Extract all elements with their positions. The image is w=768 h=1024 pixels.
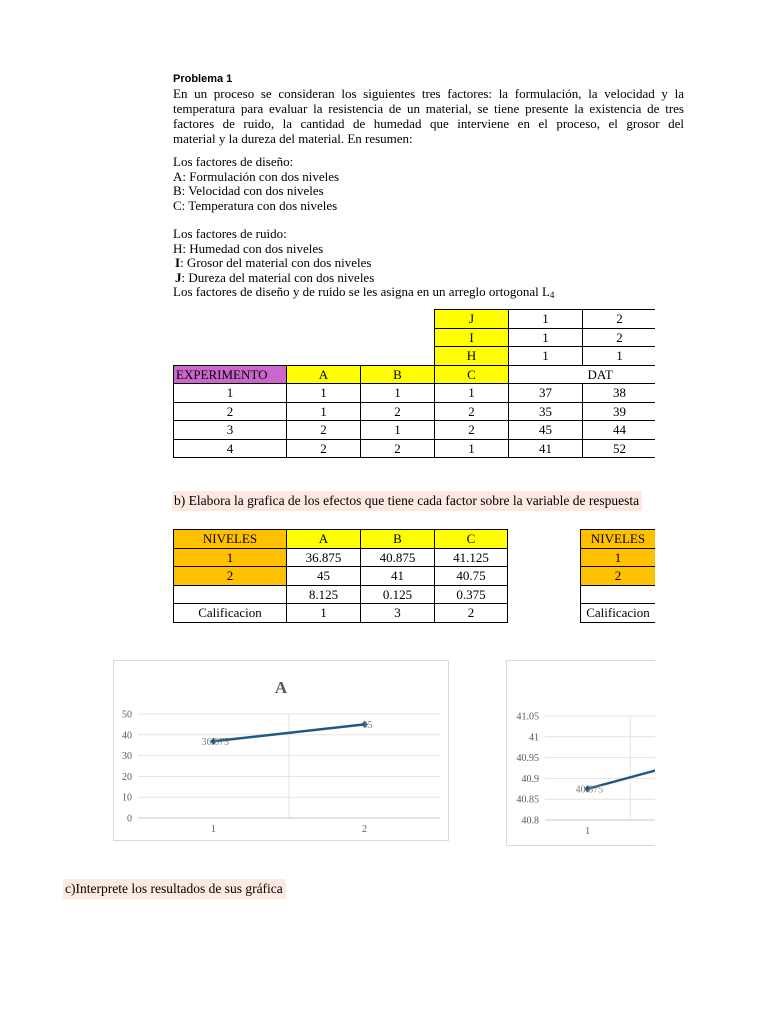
design-factor-item: C: Temperatura con dos niveles	[173, 197, 338, 213]
table-cell: 1	[509, 328, 583, 347]
table-cell: 1	[435, 439, 509, 458]
x-tick-label: 1	[211, 824, 216, 835]
intro-line: temperatura para evaluar la resistencia de un material, se tiene presente la existencia de tres	[173, 101, 684, 116]
table-cell	[581, 585, 656, 604]
table-cell: 1	[509, 347, 583, 366]
table-row	[581, 548, 656, 567]
design-factors-title: Los factores de diseño:	[173, 154, 294, 169]
table-cell: 8.125	[287, 585, 361, 604]
noise-factor-h: H: Humedad con dos niveles	[173, 240, 324, 256]
table-row	[174, 585, 508, 604]
table-row	[174, 548, 508, 567]
table-cell: 2	[583, 310, 656, 329]
table-cell: 1	[174, 384, 287, 403]
table-cell: 45	[287, 567, 361, 586]
problem-title: Problema 1	[173, 73, 233, 85]
y-tick-label: 30	[122, 751, 132, 763]
table-cell: 2	[174, 402, 287, 421]
table-cell: 40.875	[361, 548, 435, 567]
table-cell: 44	[583, 421, 656, 440]
table-cell: 1	[287, 384, 361, 403]
noise-factor-j	[175, 271, 374, 286]
intro-paragraph	[173, 86, 684, 146]
table-cell: 2	[583, 328, 656, 347]
table-cell: 37	[509, 384, 583, 403]
noise-factor-i	[175, 256, 371, 271]
design-factor-item: B: Velocidad con dos niveles	[173, 183, 324, 199]
orthogonal-array-line	[173, 285, 554, 303]
column-header-c: C	[435, 530, 508, 549]
table-cell: 3	[361, 604, 435, 623]
datos-label: DAT	[587, 366, 613, 382]
table-cell: 36.875	[287, 548, 361, 567]
column-header-niveles: NIVELES	[581, 530, 656, 549]
noise-label-h: H	[435, 347, 509, 366]
noise-text-j: : Dureza del material con dos niveles	[181, 269, 375, 285]
table-cell: 2	[361, 439, 435, 458]
table-header-row	[174, 365, 656, 384]
x-tick-label: 2	[362, 824, 367, 835]
section-b-heading	[172, 491, 642, 511]
table-row	[174, 604, 508, 623]
effects-table	[173, 529, 508, 623]
y-tick-label: 10	[122, 792, 132, 804]
table-row	[174, 402, 656, 421]
y-tick-label: 41	[529, 732, 539, 744]
table-cell: 52	[583, 439, 656, 458]
y-tick-label: 20	[122, 771, 132, 783]
table-row	[174, 328, 656, 347]
column-header-b: B	[361, 530, 435, 549]
table-cell: 2	[435, 604, 508, 623]
column-header-experimento: EXPERIMENTO	[174, 365, 287, 384]
table-row	[581, 585, 656, 604]
table-cell: 41.125	[435, 548, 508, 567]
table-cell: 45	[509, 421, 583, 440]
table-cell: 1	[287, 402, 361, 421]
noise-label-j: J	[435, 310, 509, 329]
table-cell: 1	[435, 384, 509, 403]
table-header-row	[174, 530, 508, 549]
orthogonal-array-subscript: 4	[549, 290, 555, 301]
noise-letter-j: J	[175, 269, 182, 285]
section-c-heading	[63, 879, 286, 899]
chart-b-svg	[507, 661, 655, 845]
experiment-table-clip	[172, 308, 655, 458]
table-row	[174, 384, 656, 403]
table-cell: 1	[361, 421, 435, 440]
table-cell: 1	[287, 604, 361, 623]
table-header-row	[581, 530, 656, 549]
table-cell: 38	[583, 384, 656, 403]
y-tick-label: 40.9	[521, 773, 539, 785]
section-c-text: c)Interprete los resultados de sus gráfica	[63, 879, 286, 899]
chart-b-clip	[506, 660, 655, 846]
table-cell: 0.375	[435, 585, 508, 604]
design-factor-item: A: Formulación con dos niveles	[173, 168, 340, 184]
chart-a-svg	[114, 661, 448, 840]
table-cell	[174, 585, 287, 604]
data-label: 36.875	[201, 736, 229, 748]
table-cell: 2	[287, 439, 361, 458]
table-cell: 35	[509, 402, 583, 421]
effects-table-2	[580, 529, 655, 623]
table-cell: 41	[361, 567, 435, 586]
table-cell: 0.125	[361, 585, 435, 604]
table-row	[174, 439, 656, 458]
table-row	[174, 347, 656, 366]
data-label: 40.875	[575, 784, 604, 796]
intro-line: factores de ruido, la cantidad de humedad que interviene en el proceso, el grosor del	[173, 116, 684, 131]
chart-b	[506, 660, 655, 846]
y-tick-label: 0	[127, 813, 132, 825]
y-tick-label: 40	[122, 730, 132, 742]
table-cell: 4	[174, 439, 287, 458]
table-cell: 1	[361, 384, 435, 403]
effects-table-2-clip	[579, 528, 655, 624]
experiment-table	[173, 309, 655, 458]
x-tick-label: 1	[585, 826, 591, 837]
table-cell: 2	[435, 421, 509, 440]
table-cell: 1	[509, 310, 583, 329]
noise-letter-i: I	[175, 255, 181, 271]
table-row	[581, 567, 656, 586]
table-cell: Calificacion	[174, 604, 287, 623]
noise-text-i: : Grosor del material con dos niveles	[180, 255, 372, 271]
column-header-b: B	[361, 365, 435, 384]
column-header-a: A	[287, 530, 361, 549]
level-label: 1	[174, 548, 287, 567]
level-label: 2	[581, 567, 656, 586]
column-header-niveles: NIVELES	[174, 530, 287, 549]
table-cell: 41	[509, 439, 583, 458]
y-tick-label: 40.85	[516, 794, 539, 806]
column-header-datos	[509, 365, 656, 384]
table-cell: Calificacion	[581, 604, 656, 623]
chart-title: A	[274, 678, 288, 697]
table-cell: 40.75	[435, 567, 508, 586]
table-cell: 39	[583, 402, 656, 421]
table-row	[581, 604, 656, 623]
noise-factors-title: Los factores de ruido:	[173, 226, 287, 241]
table-cell: 1	[583, 347, 656, 366]
chart-a	[113, 660, 449, 841]
table-row	[174, 567, 508, 586]
table-row	[174, 310, 656, 329]
section-b-text: b) Elabora la grafica de los efectos que tiene cada factor sobre la variable de respuesta	[172, 491, 642, 511]
intro-line: En un proceso se consideran los siguientes tres factores: la formulación, la velocidad y la	[173, 86, 684, 101]
table-cell: 2	[287, 421, 361, 440]
orthogonal-array-text: Los factores de diseño y de ruido se les asigna en un arreglo ortogonal L	[173, 284, 550, 300]
column-header-a: A	[287, 365, 361, 384]
noise-label-i: I	[435, 328, 509, 347]
table-cell: 3	[174, 421, 287, 440]
table-cell: 2	[361, 402, 435, 421]
table-row	[174, 421, 656, 440]
level-label: 2	[174, 567, 287, 586]
table-cell: 2	[435, 402, 509, 421]
level-label: 1	[581, 548, 656, 567]
y-tick-label: 40.8	[521, 815, 539, 827]
column-header-c: C	[435, 365, 509, 384]
intro-line: material y la dureza del material. En resumen:	[173, 131, 413, 146]
data-label: 45	[362, 719, 373, 731]
y-tick-label: 40.95	[516, 753, 539, 765]
y-tick-label: 41.05	[516, 711, 539, 723]
y-tick-label: 50	[122, 709, 132, 721]
